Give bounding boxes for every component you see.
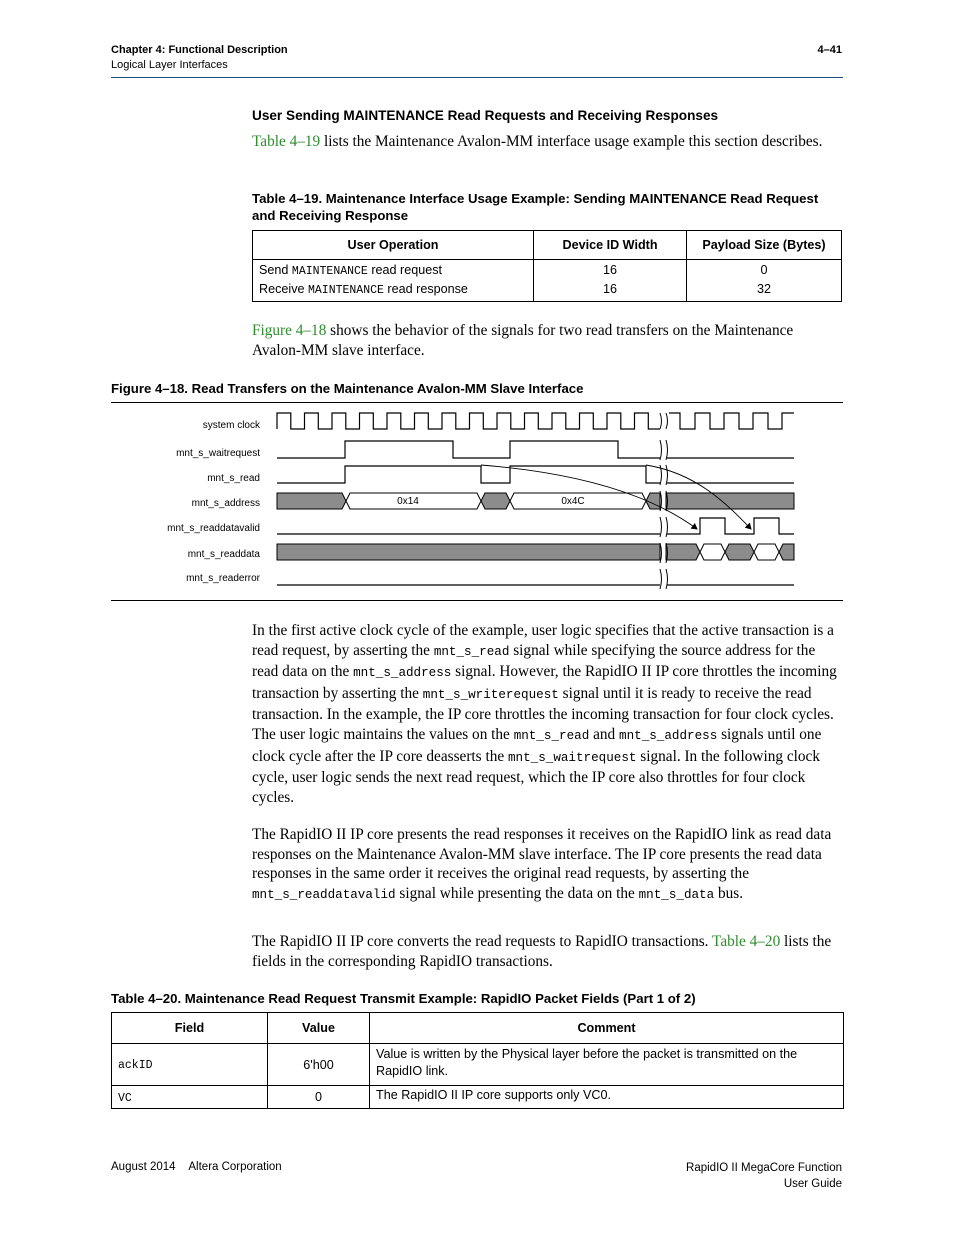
signal-label-system-clock: system clock (202, 420, 260, 431)
cell-width: 16 (534, 280, 687, 302)
col-user-operation: User Operation (253, 231, 534, 260)
signal-name: mnt_s_data (638, 887, 715, 902)
cell-field: ackID (112, 1044, 268, 1086)
table-row (253, 260, 842, 281)
footer-date: August 2014 (111, 1161, 176, 1173)
paragraph-text: The RapidIO II IP core presents the read responses it receives on the RapidIO link as read data responses on the Maintenance Avalon-MM slave interface. The IP core presents the read data responses in the same order it receives the original read requests, by asserting the (252, 826, 832, 883)
paragraph-text: signal. In the following clock cycle, user logic sends the next read request, which the IP core also throttles for four clock cycles. (252, 747, 820, 806)
waveform-address (277, 493, 794, 509)
signal-label-readdata: mnt_s_readdata (187, 549, 260, 560)
cell-operation: Receive MAINTENANCE read response (253, 280, 534, 302)
running-header (111, 43, 288, 73)
waveform-waitrequest (277, 441, 794, 458)
col-payload-size: Payload Size (Bytes) (687, 231, 842, 260)
table-row (253, 280, 842, 302)
paragraph-rapidio-transactions (252, 932, 842, 971)
cell-field: VC (112, 1086, 268, 1109)
signal-name: mnt_s_read (513, 728, 590, 743)
paragraph-text: lists the fields in the corresponding RapidIO transactions. (252, 933, 832, 970)
waveform-system-clock (277, 413, 794, 429)
paragraph-text: In the first active clock cycle of the example, user logic specifies that the active transaction is a read request, by asserting the (252, 622, 834, 659)
figure-4-18-link[interactable]: Figure 4–18 (252, 322, 327, 339)
signal-label-readerror: mnt_s_readerror (186, 573, 260, 584)
col-value: Value (268, 1013, 370, 1044)
table-row (112, 1086, 844, 1109)
intro-paragraph: Table 4–19 lists the Maintenance Avalon-MM interface usage example this section describes. (252, 133, 823, 150)
paragraph-read-responses (252, 825, 842, 905)
table-4-19 (252, 230, 842, 302)
signal-name: mnt_s_writerequest (422, 687, 559, 702)
paragraph-text: signals until one clock cycle after the IP core deasserts the (252, 725, 822, 765)
col-device-id-width: Device ID Width (534, 231, 687, 260)
footer-doc: User Guide (783, 1178, 842, 1190)
figure-4-18-caption: Figure 4–18. Read Transfers on the Maintenance Avalon-MM Slave Interface (111, 381, 584, 396)
header-rule (111, 77, 843, 78)
figure-intro-paragraph: Figure 4–18 shows the behavior of the signals for two read transfers on the Maintenance Avalon-MM slave interface. (252, 322, 794, 359)
paragraph-read-cycle (252, 621, 842, 807)
waveform-readdatavalid (277, 518, 794, 534)
footer-left (111, 1160, 282, 1175)
chapter-title: Chapter 4: Functional Description (111, 44, 288, 56)
cell-width: 16 (534, 260, 687, 281)
cell-value: 0 (268, 1086, 370, 1109)
paragraph-text: and (589, 725, 620, 743)
col-comment: Comment (370, 1013, 844, 1044)
paragraph-text: The RapidIO II IP core converts the read requests to RapidIO transactions. (252, 933, 713, 950)
footer-right (686, 1160, 842, 1192)
cell-payload: 0 (687, 260, 842, 281)
signal-name: mnt_s_address (353, 666, 452, 681)
signal-label-read: mnt_s_read (207, 473, 260, 484)
table-4-19-caption: Table 4–19. Maintenance Interface Usage Example: Sending MAINTENANCE Read Request and Receiving Response (252, 191, 819, 223)
signal-name: mnt_s_address (619, 728, 718, 743)
section-title: Logical Layer Interfaces (111, 59, 228, 71)
table-4-19-link[interactable]: Table 4–19 (252, 133, 321, 150)
footer-product: RapidIO II MegaCore Function (686, 1162, 842, 1174)
waveform-read (277, 466, 794, 483)
table-4-20-caption: Table 4–20. Maintenance Read Request Transmit Example: RapidIO Packet Fields (Part 1 of 2) (111, 991, 696, 1006)
signal-label-address: mnt_s_address (191, 498, 260, 509)
signal-name: mnt_s_readdatavalid (252, 887, 396, 902)
page-number: 4–41 (817, 44, 842, 56)
table-4-20 (111, 1012, 844, 1109)
timing-diagram (111, 403, 843, 601)
signal-label-readdatavalid: mnt_s_readdatavalid (167, 523, 260, 534)
cell-value: 6'h00 (268, 1044, 370, 1086)
paragraph-text: signal while presenting the data on the (395, 884, 639, 902)
footer-company: Altera Corporation (188, 1161, 282, 1173)
waveform-readdata (277, 544, 794, 560)
paragraph-text: signal. However, the RapidIO II IP core throttles the incoming transaction by asserting the (252, 663, 837, 702)
signal-name: mnt_s_read (433, 644, 510, 659)
cross-reference-link[interactable]: Table 4–20 (712, 933, 781, 950)
figure-bottom-rule (111, 600, 843, 601)
signal-name: mnt_s_waitrequest (507, 750, 637, 765)
paragraph-text: signal until it is ready to receive the read transaction. In the example, the IP core throttles the incoming transaction for four clock cycles. The user logic maintains the values on the (252, 684, 834, 743)
col-field: Field (112, 1013, 268, 1044)
section-heading: User Sending MAINTENANCE Read Requests and Receiving Responses (252, 108, 719, 123)
address-value-0x4c: 0x4C (561, 496, 585, 507)
cell-comment: Value is written by the Physical layer before the packet is transmitted on the RapidIO link. (370, 1044, 844, 1086)
signal-label-waitrequest: mnt_s_waitrequest (176, 448, 260, 459)
paragraph-text: signal while specifying the source address for the read data on the (252, 641, 816, 681)
cell-comment: The RapidIO II IP core supports only VC0. (370, 1086, 844, 1109)
cell-payload: 32 (687, 280, 842, 302)
paragraph-text: bus. (714, 884, 744, 902)
table-row (112, 1044, 844, 1086)
address-value-0x14: 0x14 (397, 496, 419, 507)
cell-operation: Send MAINTENANCE read request (253, 260, 534, 281)
